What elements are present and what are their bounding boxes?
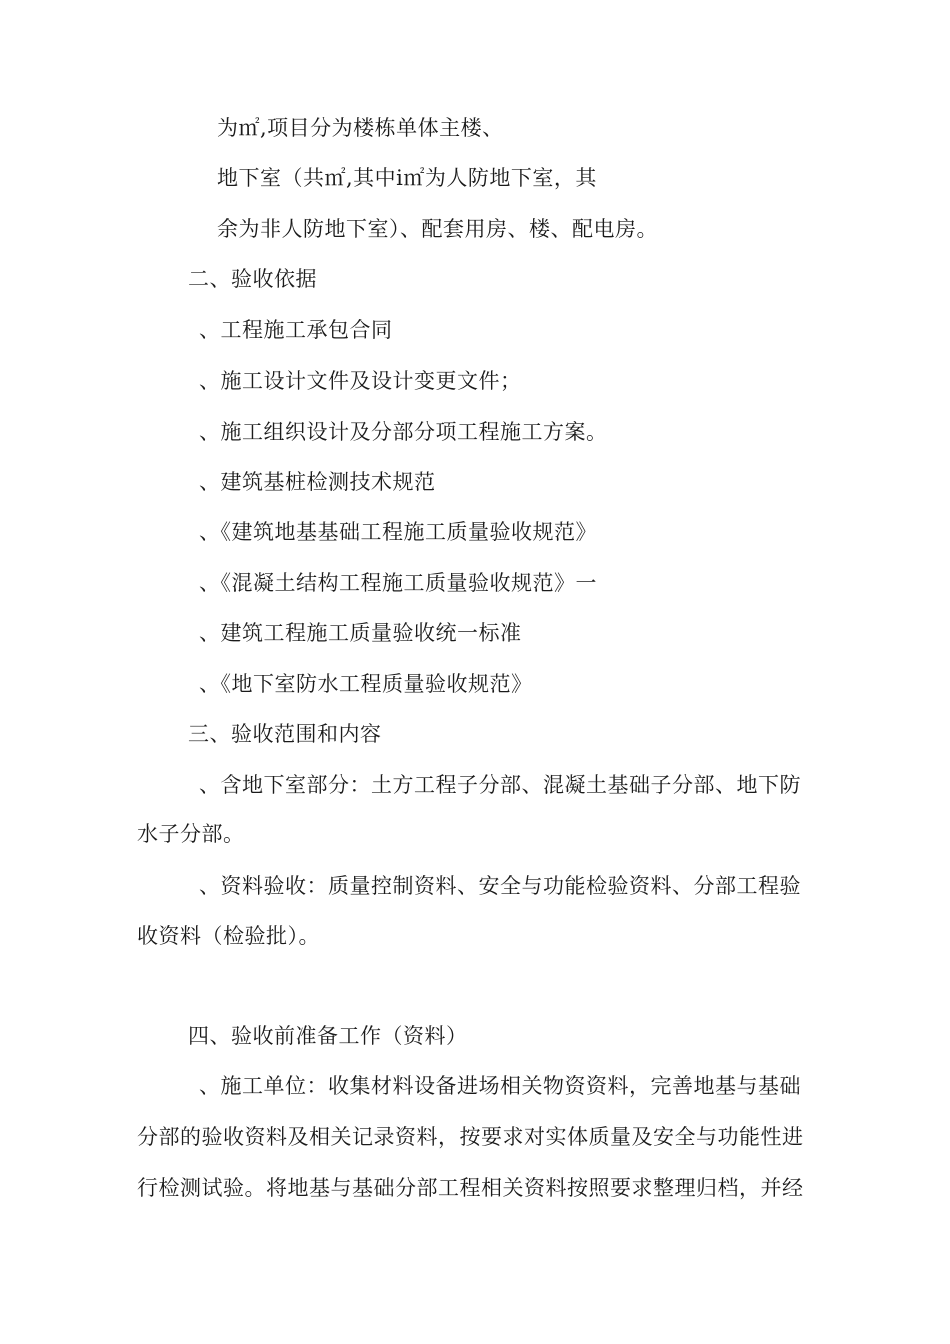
section2-item-7: 、建筑工程施工质量验收统一标准 [199, 621, 522, 645]
section2-item-6: 、《混凝土结构工程施工质量验收规范》一 [199, 571, 597, 595]
section4-para1-line1: 、施工单位：收集材料设备进场相关物资资料，完善地基与基础 [199, 1074, 801, 1098]
section2-item-8: 、《地下室防水工程质量验收规范》 [199, 672, 533, 696]
section3-heading: 三、验收范围和内容 [188, 722, 382, 746]
intro-line-1: 为㎡,项目分为楼栋单体主楼、 [217, 116, 504, 140]
section2-item-3: 、施工组织设计及分部分项工程施工方案。 [199, 420, 608, 444]
section2-item-4: 、建筑基桩检测技术规范 [199, 470, 436, 494]
section4-heading: 四、验收前准备工作（资料） [188, 1024, 468, 1048]
section3-para1-line2: 水子分部。 [137, 822, 245, 846]
section2-item-5: 、《建筑地基基础工程施工质量验收规范》 [199, 520, 597, 544]
intro-line-3: 余为非人防地下室）、配套用房、楼、配电房。 [217, 217, 658, 241]
section4-para1-line3: 行检测试验。将地基与基础分部工程相关资料按照要求整理归档，并经 [137, 1176, 804, 1200]
section4-para1-line2: 分部的验收资料及相关记录资料，按要求对实体质量及安全与功能性进 [137, 1125, 804, 1149]
section3-para1-line1: 、含地下室部分：土方工程子分部、混凝土基础子分部、地下防 [199, 773, 801, 797]
section2-heading: 二、验收依据 [188, 267, 317, 291]
intro-line-2: 地下室（共㎡,其中ⅰ㎡为人防地下室，其 [217, 166, 597, 190]
section3-para2-line2: 收资料（检验批）。 [137, 924, 320, 948]
section2-item-2: 、施工设计文件及设计变更文件； [199, 369, 522, 393]
section3-para2-line1: 、资料验收：质量控制资料、安全与功能检验资料、分部工程验 [199, 874, 801, 898]
section2-item-1: 、工程施工承包合同 [199, 318, 393, 342]
